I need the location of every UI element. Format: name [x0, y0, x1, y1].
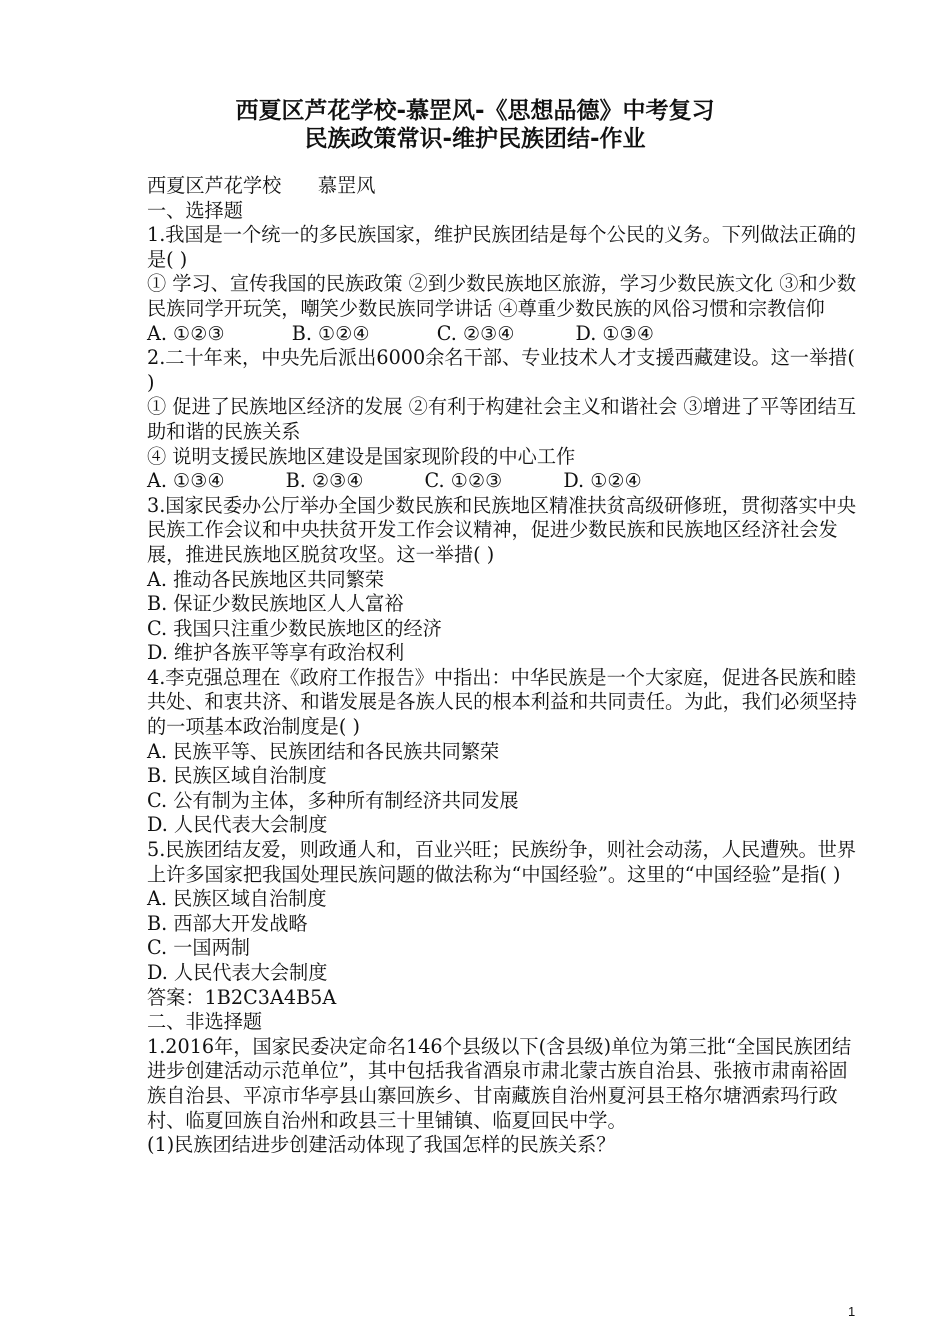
question-1-statements: ① 学习、宣传我国的民族政策 ②到少数民族地区旅游，学习少数民族文化 ③和少数民族同学开玩笑，嘲笑少数民族同学讲话 ④尊重少数民族的风俗习惯和宗教信仰	[147, 272, 857, 320]
question-2-stem: 2.二十年来，中央先后派出6000余名干部、专业技术人才支援西藏建设。这一举措( )	[147, 346, 855, 394]
section-heading-choice: 一、选择题	[147, 198, 243, 222]
question-1-stem: 1.我国是一个统一的多民族国家，维护民族团结是每个公民的义务。下列做法正确的是( )	[147, 223, 857, 271]
question-1-options: A. ①②③ B. ①②④ C. ②③④ D. ①③④	[147, 321, 655, 345]
question-5-option-d: D. 人民代表大会制度	[147, 961, 328, 984]
nonchoice-question-1-sub1: (1)民族团结进步创建活动体现了我国怎样的民族关系？	[147, 1133, 616, 1157]
question-4-stem: 4.李克强总理在《政府工作报告》中指出：中华民族是一个大家庭，促进各民族和睦共处、和衷共济、和谐发展是各族人民的根本利益和共同责任。为此，我们必须坚持的一项基本政治制度是( )	[147, 665, 857, 739]
question-3-stem: 3.国家民委办公厅举办全国少数民族和民族地区精准扶贫高级研修班，贯彻落实中央民族工作会议和中央扶贫开发工作会议精神，促进少数民族和民族地区经济社会发展，推进民族地区脱贫攻坚。这一举措( )	[147, 493, 857, 566]
document-body	[147, 174, 863, 1158]
question-4-option-d: D. 人民代表大会制度	[147, 813, 328, 837]
nonchoice-question-1-stem: 1.2016年，国家民委决定命名146个县级以下(含县级)单位为第三批“全国民族团结进步创建活动示范单位”，其中包括我省酒泉市肃北蒙古族自治县、张掖市肃南裕固族自治县、平凉市华亭县山寨回族乡、甘南藏族自治州夏河县王格尔塘洒索玛行政村、临夏回族自治州和政县三十里铺镇、临夏回民中学。	[147, 1034, 852, 1132]
question-4-option-a: A. 民族平等、民族团结和各民族共同繁荣	[147, 739, 500, 763]
question-5-option-a: A. 民族区域自治制度	[147, 887, 327, 911]
document-title-line1: 西夏区芦花学校-慕罡风-《思想品德》中考复习	[235, 98, 715, 124]
page-number: 1	[848, 1304, 856, 1319]
question-2-statement-4: ④ 说明支援民族地区建设是国家现阶段的中心工作	[147, 444, 576, 468]
question-5-option-b: B. 西部大开发战略	[147, 911, 308, 935]
author-line: 西夏区芦花学校 慕罡风	[147, 174, 376, 197]
question-4-option-b: B. 民族区域自治制度	[147, 764, 327, 788]
question-3-option-c: C. 我国只注重少数民族地区的经济	[147, 616, 442, 640]
document-title-line2: 民族政策常识-维护民族团结-作业	[304, 126, 646, 152]
question-2-options: A. ①③④ B. ②③④ C. ①②③ D. ①②④	[147, 469, 642, 493]
section-heading-nonchoice: 二、非选择题	[147, 1010, 263, 1034]
question-5-stem: 5.民族团结友爱，则政通人和，百业兴旺；民族纷争，则社会动荡，人民遭殃。世界上许多国家把我国处理民族问题的做法称为“中国经验”。这里的“中国经验”是指( )	[147, 838, 857, 886]
question-3-option-a: A. 推动各民族地区共同繁荣	[147, 567, 385, 591]
question-3-option-d: D. 维护各族平等享有政治权利	[147, 641, 405, 665]
answer-key: 答案：1B2C3A4B5A	[147, 985, 337, 1009]
question-2-statements: ① 促进了民族地区经济的发展 ②有利于构建社会主义和谐社会 ③增进了平等团结互助和谐的民族关系	[147, 395, 857, 443]
question-3-option-b: B. 保证少数民族地区人人富裕	[147, 592, 404, 616]
question-4-option-c: C. 公有制为主体，多种所有制经济共同发展	[147, 788, 519, 812]
question-5-option-c: C. 一国两制	[147, 936, 250, 960]
